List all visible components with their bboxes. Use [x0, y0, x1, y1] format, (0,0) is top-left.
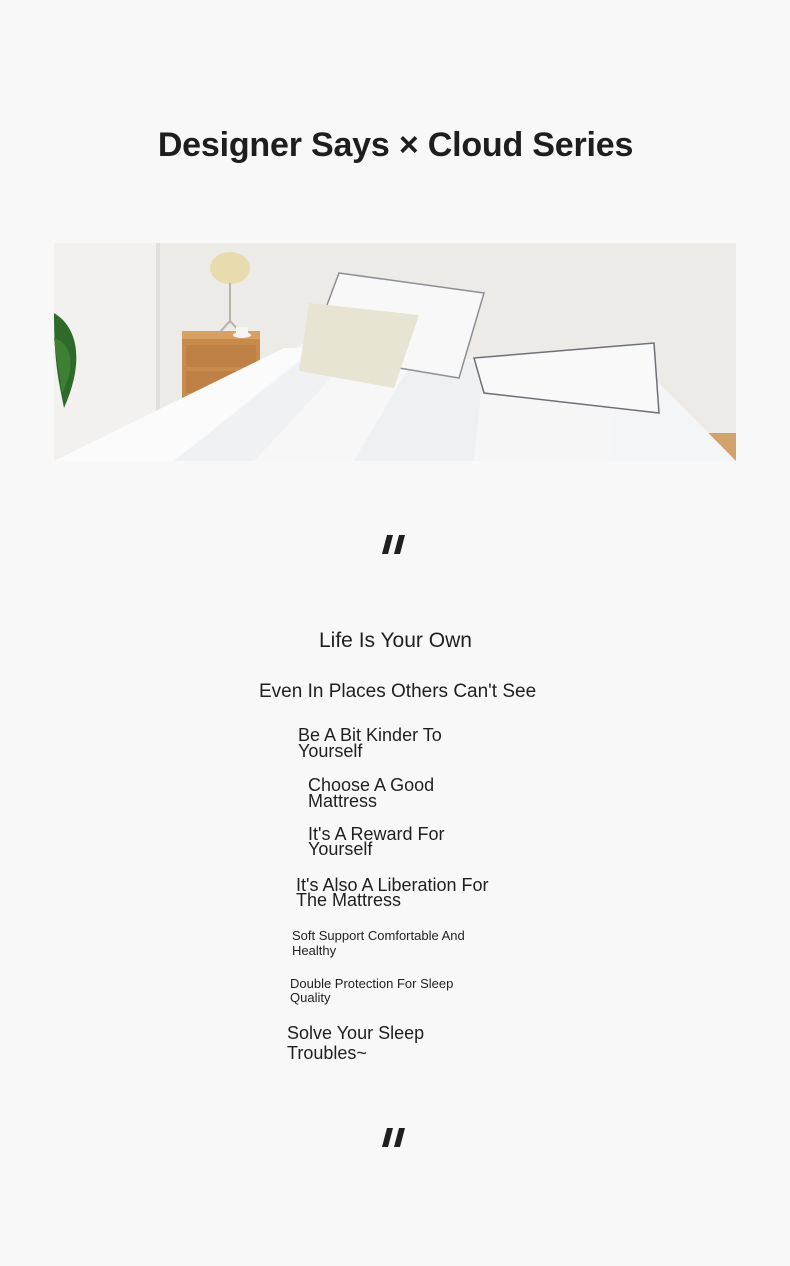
quote-mark-icon — [370, 525, 420, 565]
page-title: Designer Says × Cloud Series — [157, 125, 634, 164]
poem-line-6: It's Also A Liberation For The Mattress — [296, 875, 489, 910]
poem-line-8: Double Protection For Sleep Quality — [290, 976, 454, 1005]
poem-line-1: Life Is Your Own — [319, 629, 472, 652]
poem-line-7: Soft Support Comfortable And Healthy — [292, 928, 465, 958]
hero-image — [54, 243, 736, 461]
poem-line-5: It's A Reward For Yourself — [308, 824, 445, 859]
poem-line-3: Be A Bit Kinder To Yourself — [298, 725, 442, 761]
poem-line-4: Choose A Good Mattress — [308, 775, 435, 811]
quote-mark-icon — [370, 1118, 420, 1158]
poem-line-9: Solve Your Sleep Troubles~ — [287, 1023, 425, 1063]
poem-line-2: Even In Places Others Can't See — [259, 681, 537, 702]
